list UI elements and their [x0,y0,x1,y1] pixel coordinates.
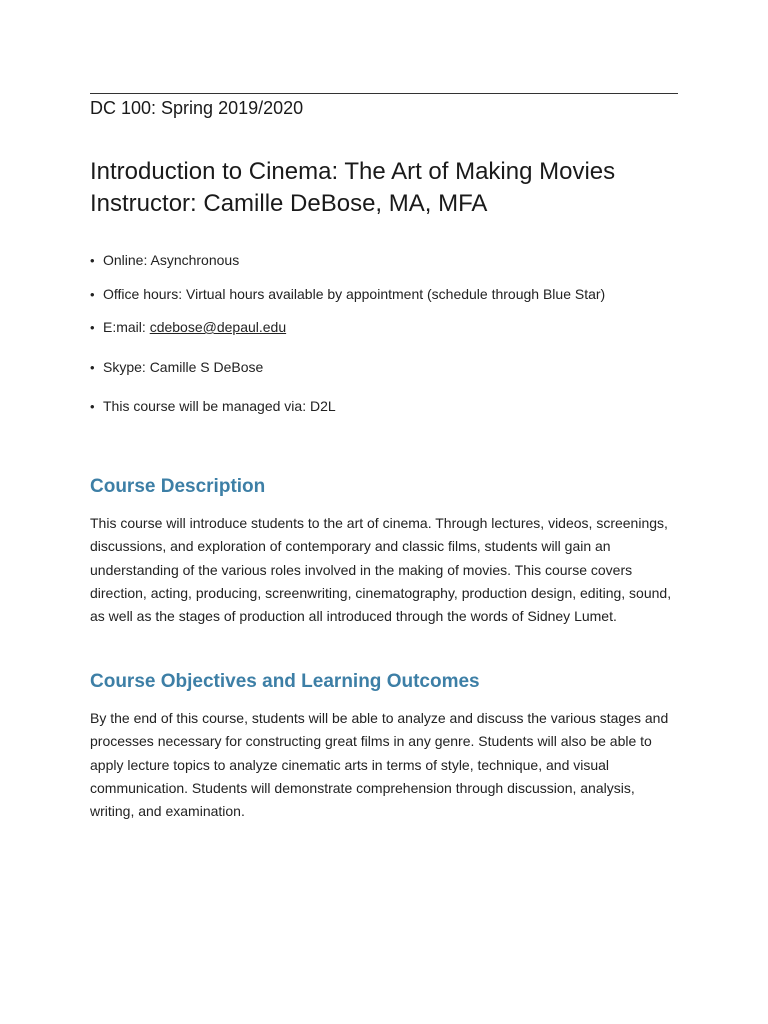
email-label: E:mail: [103,319,150,335]
bullet-icon: • [90,360,95,375]
office-hours-text: Office hours: Virtual hours available by appointment (schedule through Blue Star) [103,286,606,302]
bullet-icon: • [90,320,95,335]
list-item-managed [90,396,336,417]
course-title: Introduction to Cinema: The Art of Making Movies [90,158,616,185]
course-objectives-body: By the end of this course, students will be able to analyze and discuss the various stages and processes necessary for constructing great films in any genre. Students will also be able to apply lecture topics to analyze cinematic arts in terms of style, technique, and visual communication. Students will demonstrate comprehension through discussion, analysis, writing, and examination. [90,710,669,820]
list-item-email [90,317,286,338]
bullet-icon: • [90,287,95,302]
course-title-block [90,156,615,220]
course-description-heading: Course Description [90,476,266,497]
instructor-line: Instructor: Camille DeBose, MA, MFA [90,190,488,217]
top-divider [90,93,678,94]
course-objectives-heading: Course Objectives and Learning Outcomes [90,671,480,692]
skype-text: Skype: Camille S DeBose [103,359,264,375]
list-item-online [90,250,239,271]
online-text: Online: Asynchronous [103,252,240,268]
managed-text: This course will be managed via: D2L [103,398,336,414]
course-code: DC 100: Spring 2019/2020 [90,98,304,118]
bullet-icon: • [90,253,95,268]
email-link[interactable]: cdebose@depaul.edu [149,319,287,335]
course-description-body: This course will introduce students to the art of cinema. Through lectures, videos, screenings, discussions, and exploration of contemporary and classic films, students will gain an understanding of the various roles involved in the making of movies. This course covers direction, acting, producing, screenwriting, cinematography, production design, editing, sound, as well as the stages of production all introduced through the words of Sidney Lumet. [90,515,672,625]
list-item-skype [90,357,263,378]
list-item-office-hours [90,284,605,305]
bullet-icon: • [90,399,95,414]
